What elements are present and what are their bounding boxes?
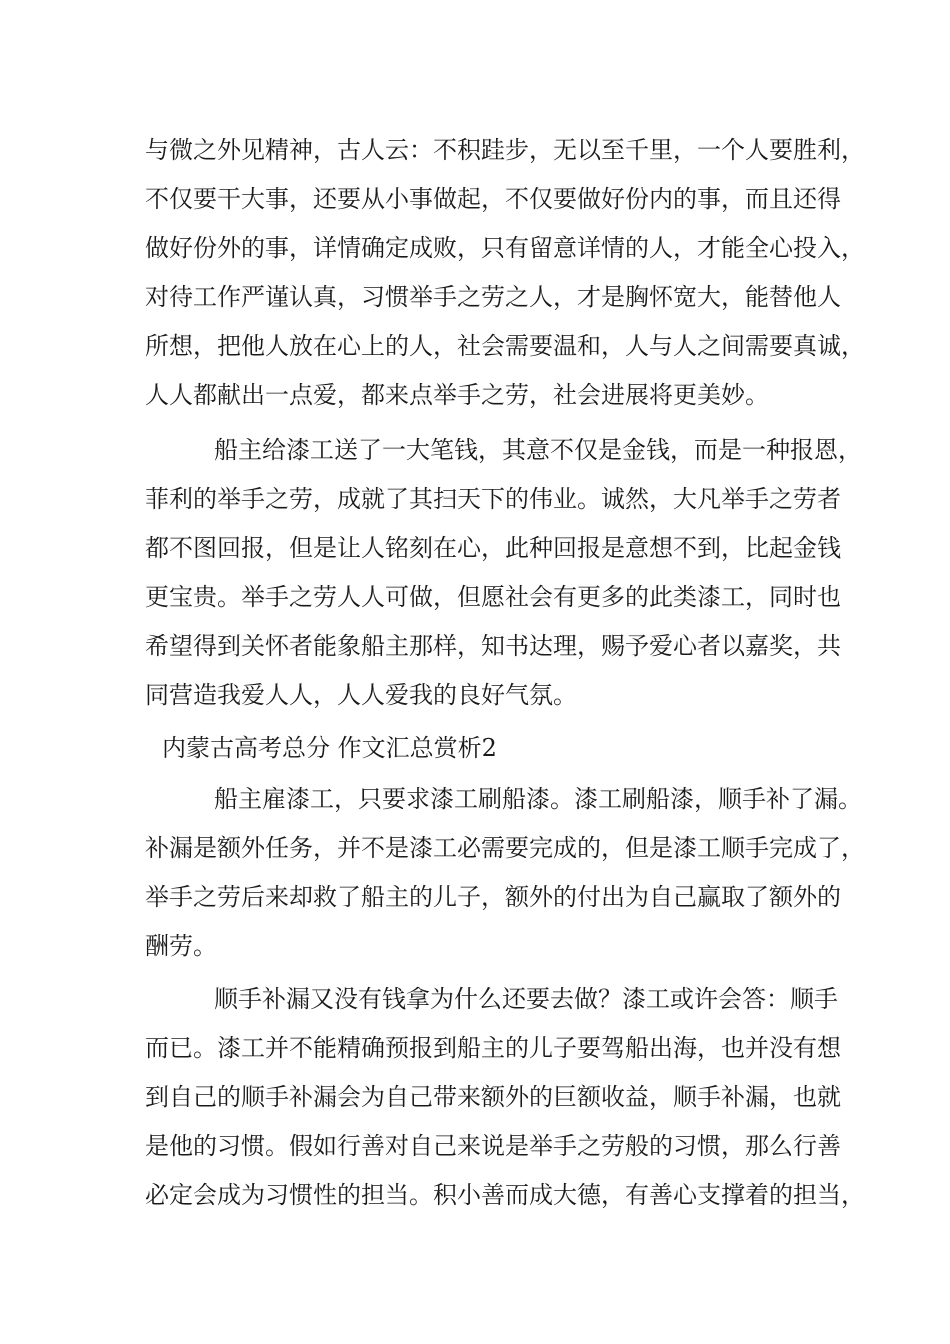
text-line: 菲利的举手之劳，成就了其扫天下的伟业。诚然，大凡举手之劳者 <box>145 485 841 513</box>
text-line: 而已。漆工并不能精确预报到船主的儿子要驾船出海，也并没有想 <box>145 1034 841 1062</box>
section-heading: 内蒙古高考总分 作文汇总赏析2 <box>162 734 497 762</box>
text-line: 人人都献出一点爱，都来点举手之劳，社会进展将更美妙。 <box>145 381 769 409</box>
text-line: 酬劳。 <box>145 932 217 960</box>
text-line: 是他的习惯。假如行善对自己来说是举手之劳般的习惯，那么行善 <box>145 1132 841 1160</box>
text-line: 不仅要干大事，还要从小事做起，不仅要做好份内的事，而且还得 <box>145 185 841 213</box>
text-line: 举手之劳后来却救了船主的儿子，额外的付出为自己赢取了额外的 <box>145 883 841 911</box>
text-line: 必定会成为习惯性的担当。积小善而成大德，有善心支撑着的担当， <box>145 1181 865 1209</box>
text-line: 对待工作严谨认真，习惯举手之劳之人，才是胸怀宽大，能替他人 <box>145 283 841 311</box>
text-line: 做好份外的事，详情确定成败，只有留意详情的人，才能全心投入， <box>145 234 865 262</box>
text-line: 更宝贵。举手之劳人人可做，但愿社会有更多的此类漆工，同时也 <box>145 583 841 611</box>
text-line: 船主雇漆工，只要求漆工刷船漆。漆工刷船漆，顺手补了漏。 <box>214 785 862 813</box>
text-line: 希望得到关怀者能象船主那样，知书达理，赐予爱心者以嘉奖，共 <box>145 632 841 660</box>
text-line: 都不图回报，但是让人铭刻在心，此种回报是意想不到，比起金钱 <box>145 534 841 562</box>
text-line: 船主给漆工送了一大笔钱，其意不仅是金钱，而是一种报恩， <box>214 436 862 464</box>
text-line: 与微之外见精神，古人云：不积跬步，无以至千里，一个人要胜利， <box>145 136 865 164</box>
text-line: 到自己的顺手补漏会为自己带来额外的巨额收益，顺手补漏，也就 <box>145 1083 841 1111</box>
text-line: 同营造我爱人人，人人爱我的良好气氛。 <box>145 681 577 709</box>
text-line: 补漏是额外任务，并不是漆工必需要完成的，但是漆工顺手完成了， <box>145 834 865 862</box>
text-line: 顺手补漏又没有钱拿为什么还要去做？漆工或许会答：顺手 <box>214 985 838 1013</box>
text-line: 所想，把他人放在心上的人，社会需要温和，人与人之间需要真诚， <box>145 332 865 360</box>
